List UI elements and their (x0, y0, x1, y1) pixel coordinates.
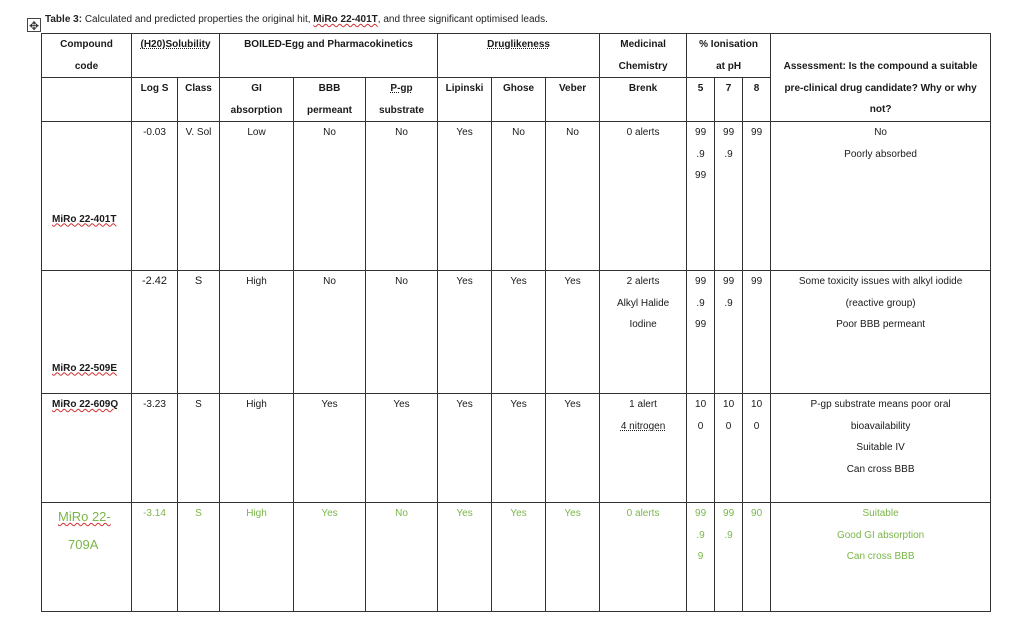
properties-table (41, 33, 991, 612)
header-ghose: Ghose (492, 78, 546, 122)
header-ionisation: % Ionisation (687, 34, 771, 56)
header-code: code (42, 56, 132, 78)
caption-tail: , and three significant optimised leads. (377, 14, 548, 25)
cell-ghose: Yes (492, 503, 546, 612)
header-boiled: BOILED-Egg and Pharmacokinetics (220, 34, 438, 56)
cell-ph7: 10 0 (715, 394, 743, 503)
cell-logs: -3.23 (132, 394, 178, 503)
table-row (42, 122, 991, 271)
cell-veber: Yes (546, 503, 600, 612)
header-medchem-1: Medicinal (600, 34, 687, 56)
header-solubility: (H20)Solubility (132, 34, 220, 56)
header-row-1 (42, 34, 991, 56)
cell-ghose: No (492, 122, 546, 271)
header-medchem-2: Chemistry (600, 56, 687, 78)
cell-ph8: 99 (743, 271, 771, 394)
cell-bbb: Yes (294, 503, 366, 612)
header-compound: Compound (42, 34, 132, 56)
cell-lipinski: Yes (438, 503, 492, 612)
cell-gi: High (220, 503, 294, 612)
header-atph: at pH (687, 56, 771, 78)
cell-ph8: 90 (743, 503, 771, 612)
cell-assessment: No Poorly absorbed (771, 122, 991, 271)
cell-pgp: No (366, 503, 438, 612)
cell-ph5: 99 .9 99 (687, 122, 715, 271)
header-class: Class (178, 78, 220, 122)
cell-ph8: 99 (743, 122, 771, 271)
header-veber: Veber (546, 78, 600, 122)
cell-assessment: P-gp substrate means poor oral bioavailability Suitable IV Can cross BBB (771, 394, 991, 503)
compound-code: MiRo 22-609Q (42, 394, 132, 503)
cell-ph5: 10 0 (687, 394, 715, 503)
cell-veber: Yes (546, 271, 600, 394)
header-brenk: Brenk (600, 78, 687, 122)
header-lipinski: Lipinski (438, 78, 492, 122)
table-row (42, 271, 991, 394)
cell-class: S (178, 503, 220, 612)
cell-ghose: Yes (492, 394, 546, 503)
cell-lipinski: Yes (438, 394, 492, 503)
cell-class: S (178, 394, 220, 503)
header-gi: GI absorption (220, 78, 294, 122)
cell-brenk: 0 alerts (600, 503, 687, 612)
header-pgp: P-gp substrate (366, 78, 438, 122)
cell-bbb: Yes (294, 394, 366, 503)
caption-text: Calculated and predicted properties the original hit, (82, 14, 314, 25)
cell-ph7: 99 .9 (715, 503, 743, 612)
cell-brenk: 0 alerts (600, 122, 687, 271)
cell-ghose: Yes (492, 271, 546, 394)
cell-ph5: 99 .9 9 (687, 503, 715, 612)
cell-gi: Low (220, 122, 294, 271)
cell-lipinski: Yes (438, 271, 492, 394)
cell-ph7: 99 .9 (715, 271, 743, 394)
cell-veber: Yes (546, 394, 600, 503)
header-logs: Log S (132, 78, 178, 122)
cell-pgp: No (366, 271, 438, 394)
cell-brenk: 1 alert 4 nitrogen (600, 394, 687, 503)
cell-pgp: No (366, 122, 438, 271)
header-ph5: 5 (687, 78, 715, 122)
cell-gi: High (220, 271, 294, 394)
cell-ph5: 99 .9 99 (687, 271, 715, 394)
cell-brenk: 2 alerts Alkyl Halide Iodine (600, 271, 687, 394)
cell-logs: -0.03 (132, 122, 178, 271)
table-row (42, 503, 991, 612)
cell-lipinski: Yes (438, 122, 492, 271)
header-assessment-rest: pre-clinical drug candidate? Why or why not? (771, 78, 991, 122)
cell-gi: High (220, 394, 294, 503)
header-ph8: 8 (743, 78, 771, 122)
table-row (42, 394, 991, 503)
cell-assessment: Suitable Good GI absorption Can cross BBB (771, 503, 991, 612)
cell-ph7: 99 .9 (715, 122, 743, 271)
cell-pgp: Yes (366, 394, 438, 503)
cell-ph8: 10 0 (743, 394, 771, 503)
cell-veber: No (546, 122, 600, 271)
header-bbb: BBB permeant (294, 78, 366, 122)
compound-code: MiRo 22-509E (42, 271, 132, 394)
cell-class: V. Sol (178, 122, 220, 271)
cell-bbb: No (294, 271, 366, 394)
caption-label: Table 3: (45, 14, 83, 25)
cell-assessment: Some toxicity issues with alkyl iodide (reactive group) Poor BBB permeant (771, 271, 991, 394)
header-ph7: 7 (715, 78, 743, 122)
caption-hit: MiRo 22-401T (313, 14, 378, 25)
table-move-handle-icon[interactable]: ✥ (28, 19, 40, 33)
table-caption (45, 14, 548, 25)
compound-code: MiRo 22-401T (42, 122, 132, 271)
compound-code: MiRo 22- 709A (42, 503, 132, 612)
cell-bbb: No (294, 122, 366, 271)
header-assessment-top: Assessment: Is the compound a suitable (771, 34, 991, 78)
cell-logs: -2.42 (132, 271, 178, 394)
cell-logs: -3.14 (132, 503, 178, 612)
header-druglikeness: Druglikeness (438, 34, 600, 56)
cell-class: S (178, 271, 220, 394)
